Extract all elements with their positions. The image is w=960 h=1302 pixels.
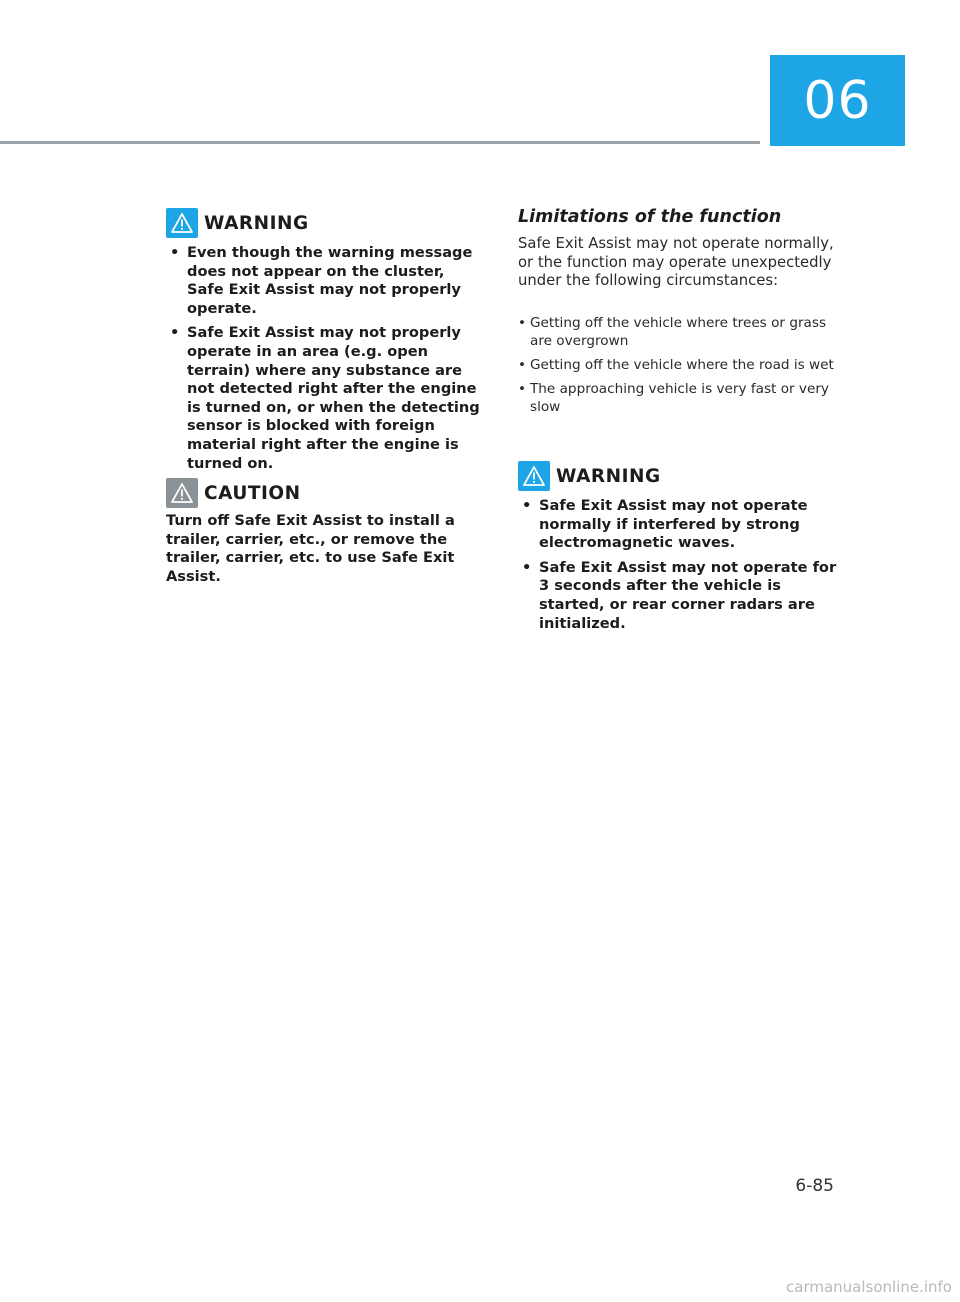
list-item: • Safe Exit Assist may not operate for 3 seconds after the vehicle is started, or rear corner radars are initialized. (518, 559, 843, 633)
warning-list (166, 244, 481, 473)
section-heading: Limitations of the function (518, 207, 782, 227)
watermark[interactable]: carmanualsonline.info (786, 1278, 952, 1296)
list-item: • Safe Exit Assist may not properly operate in an area (e.g. open terrain) where any substance are not detected right after the engine is turned on, or when the detecting sensor is blocked with foreign material right after the engine is turned on. (166, 324, 481, 473)
warning-box-left (166, 208, 481, 479)
warning-header (518, 461, 843, 491)
warning-triangle-icon (166, 208, 198, 238)
caution-header (166, 478, 481, 508)
list-item: • Getting off the vehicle where trees or grass are overgrown (518, 314, 843, 350)
warning-list (518, 497, 843, 633)
warning-box-right (518, 461, 843, 639)
chapter-tab: 06 (770, 55, 905, 146)
caution-box (166, 478, 481, 586)
caution-triangle-icon (166, 478, 198, 508)
caution-title: CAUTION (204, 482, 301, 504)
list-item: • The approaching vehicle is very fast or very slow (518, 380, 843, 416)
caution-body: Turn off Safe Exit Assist to install a trailer, carrier, etc., or remove the trailer, carrier, etc. to use Safe Exit Assist. (166, 512, 455, 585)
warning-header (166, 208, 481, 238)
limitations-list (518, 314, 843, 422)
page-number: 6-85 (795, 1176, 834, 1196)
section-intro: Safe Exit Assist may not operate normally, or the function may operate unexpectedly under the following circumstances: (518, 235, 834, 290)
list-item: • Even though the warning message does not appear on the cluster, Safe Exit Assist may not properly operate. (166, 244, 481, 318)
warning-title: WARNING (556, 465, 661, 487)
header-rule (0, 141, 760, 144)
list-item: • Getting off the vehicle where the road is wet (518, 356, 843, 374)
warning-triangle-icon (518, 461, 550, 491)
list-item: • Safe Exit Assist may not operate normally if interfered by strong electromagnetic waves. (518, 497, 843, 553)
warning-title: WARNING (204, 212, 309, 234)
